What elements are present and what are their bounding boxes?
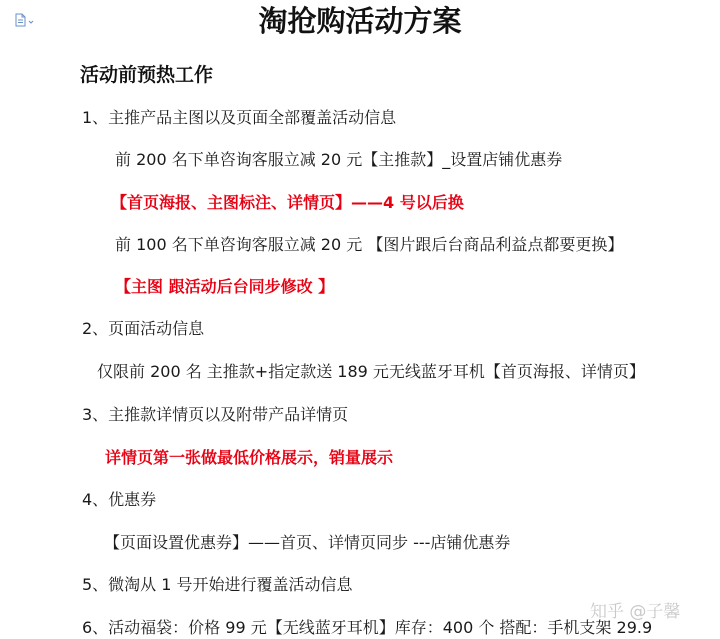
section-heading: 活动前预热工作 bbox=[80, 64, 214, 86]
list-item-4-detail-1: 【页面设置优惠券】——首页、详情页同步 ---店铺优惠券 bbox=[104, 533, 511, 552]
list-item-2-detail-1: 仅限前 200 名 主推款+指定款送 189 元无线蓝牙耳机【首页海报、详情页】 bbox=[97, 362, 645, 381]
list-item-1-detail-1: 前 200 名下单咨询客服立减 20 元【主推款】_设置店铺优惠券 bbox=[115, 150, 563, 169]
document-title: 淘抢购活动方案 bbox=[258, 4, 462, 38]
list-item-2: 2、页面活动信息 bbox=[82, 319, 205, 338]
list-item-3-emphasis-1: 详情页第一张做最低价格展示，销量展示 bbox=[105, 448, 394, 467]
list-item-3: 3、主推款详情页以及附带产品详情页 bbox=[82, 405, 349, 424]
list-item-4: 4、优惠券 bbox=[82, 490, 157, 509]
list-item-1: 1、主推产品主图以及页面全部覆盖活动信息 bbox=[82, 108, 397, 127]
watermark: 知乎 @子馨 bbox=[590, 602, 681, 622]
list-item-1-emphasis-2: 【主图 跟活动后台同步修改 】 bbox=[115, 277, 335, 296]
list-item-1-detail-2: 前 100 名下单咨询客服立减 20 元 【图片跟后台商品利益点都要更换】 bbox=[115, 235, 624, 254]
list-item-5: 5、微淘从 1 号开始进行覆盖活动信息 bbox=[82, 575, 353, 594]
list-item-6: 6、活动福袋：价格 99 元【无线蓝牙耳机】库存：400 个 搭配：手机支架 29.9 bbox=[82, 618, 653, 637]
list-item-1-emphasis-1: 【首页海报、主图标注、详情页】——4 号以后换 bbox=[111, 193, 464, 212]
